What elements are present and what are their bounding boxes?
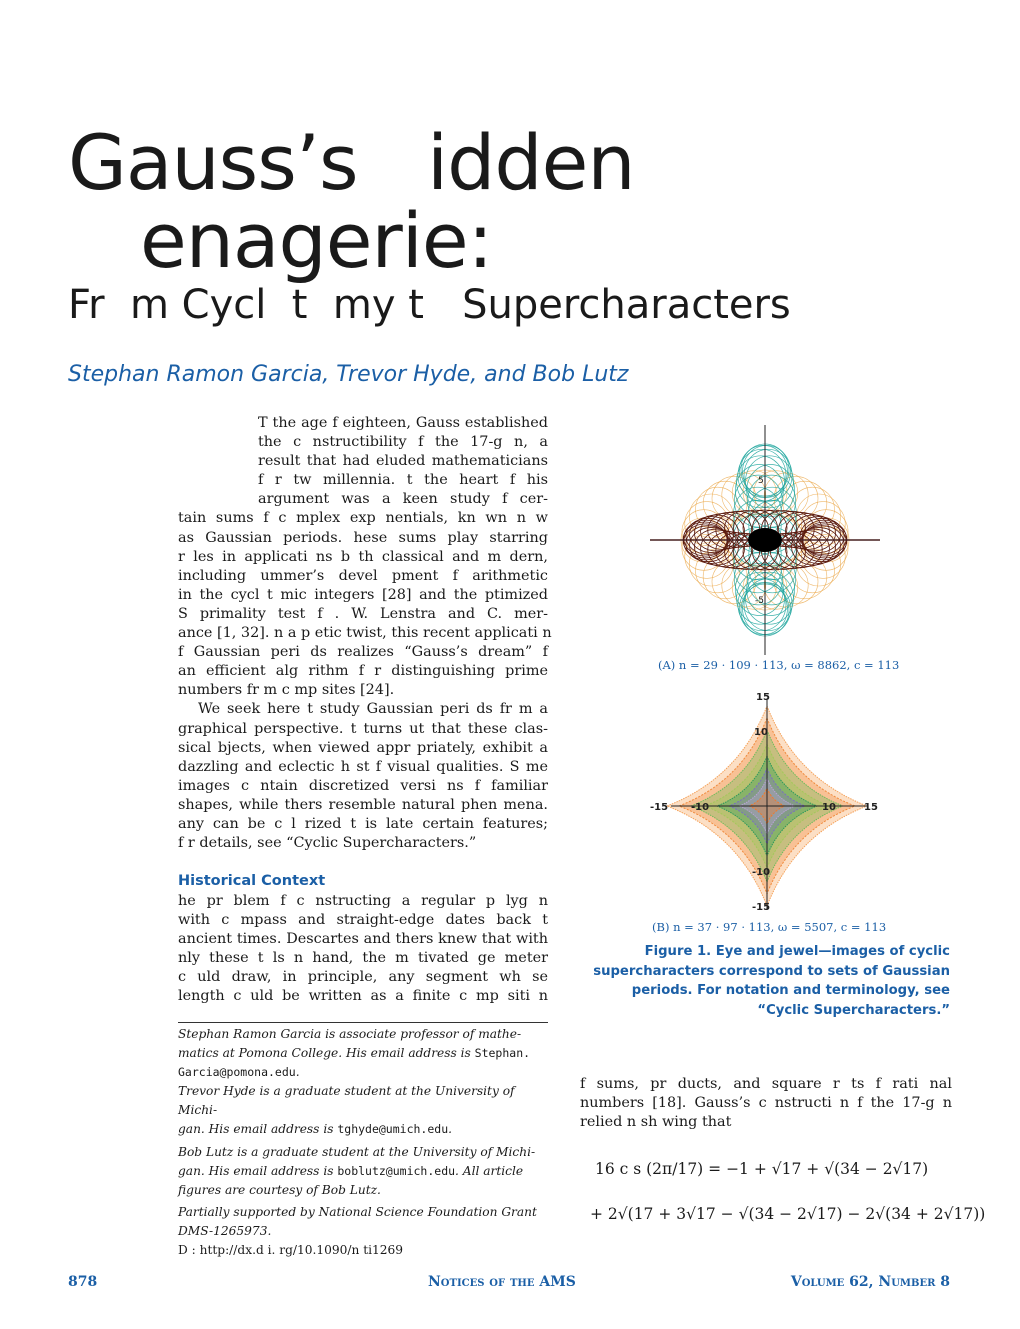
text-line: an efficient alg rithm f r distinguishing prime [178, 663, 548, 680]
equation-line-2: + 2√(17 + 3√17 − √(34 − 2√17) − 2√(34 + 2√17)) [590, 1205, 986, 1223]
text-line: numbers fr m c mp sites [24]. [178, 682, 395, 699]
caption-line: Figure 1. Eye and jewel—images of cyclic [644, 944, 950, 959]
orange-loop [804, 510, 848, 554]
text-line: in the cycl t mic integers [28] and the ptimized [178, 586, 548, 603]
footnote-line: Trevor Hyde is a graduate student at the University of Michi- [178, 1084, 515, 1118]
doi-link[interactable]: D : http://dx.d i. rg/10.1090/n ti1269 [178, 1243, 404, 1258]
text-line: f sums, pr ducts, and square r ts f rati nal [580, 1076, 952, 1092]
tick-label: -5 [755, 596, 764, 606]
footnote-line: . All article [455, 1163, 524, 1178]
text-line: numbers [18]. Gauss’s c nstructi n f the 17-g n [580, 1095, 952, 1112]
text-line: he pr blem f c nstructing a regular p lyg n [178, 893, 548, 909]
tick-label: 15 [864, 802, 878, 813]
volume-info: Volume 62, Number 8 [790, 1274, 950, 1290]
text-line: with c mpass and straight-edge dates back t [178, 912, 548, 929]
text-line: tain sums f c mplex exp nentials, kn wn n w [178, 510, 548, 527]
tick-label: 5 [758, 476, 764, 486]
footnote-line: gan. His email address is [178, 1163, 338, 1178]
caption-line: supercharacters correspond to sets of Gaussian [593, 963, 950, 979]
text-line: result that had eluded mathematicians [258, 453, 548, 470]
text-line: any can be c l rized t is late certain features; [178, 815, 548, 832]
footnote-punct: . [448, 1122, 452, 1137]
email-link[interactable]: tghyde@umich.edu [337, 1122, 449, 1137]
figure-jewel-plot [646, 688, 886, 916]
page-number: 878 [68, 1274, 98, 1290]
footnote-line: Stephan Ramon Garcia is associate professor of mathe- [178, 1027, 522, 1041]
panel-a-label [658, 658, 899, 672]
text-line: We seek here t study Gaussian peri ds fr m a [198, 701, 548, 718]
section-text [178, 892, 548, 1007]
text-line: c uld draw, in principle, any segment wh se [178, 969, 548, 986]
text-line: ancient times. Descartes and thers knew that with [178, 931, 548, 948]
panel-b-label-text: (B) n = 37 · 97 · 113, ω = 5507, c = 113 [652, 920, 887, 934]
text-line: argument was a keen study f cer- [258, 491, 548, 508]
text-line: f Gaussian peri ds realizes “Gauss’s dream” f [178, 644, 548, 661]
text-line: sical bjects, when viewed appr priately, exhibit a [178, 739, 548, 756]
text-line: T the age f eighteen, Gauss established [258, 415, 548, 431]
email-link[interactable]: Stephan. [474, 1046, 531, 1061]
text-line: the c nstructibility f the 17-g n, a [258, 434, 548, 451]
figure-caption [593, 942, 950, 1020]
footnote-grant [178, 1203, 550, 1241]
text-line: images c ntain discretized versi ns f familiar [178, 777, 548, 794]
footnote-line: figures are courtesy of Bob Lutz. [178, 1182, 381, 1197]
section-heading: Historical Context [178, 873, 326, 889]
orange-loop [804, 526, 848, 570]
footnote-punct: . [295, 1065, 300, 1080]
intro-text [178, 414, 552, 853]
footnote-lutz [178, 1143, 550, 1200]
panel-a-label-text: (A) n = 29 · 109 · 113, ω = 8862, c = 113 [658, 658, 900, 672]
caption-line: periods. For notation and terminology, see [631, 983, 950, 998]
right-column-text [580, 1075, 952, 1132]
text-line: including ummer’s devel pment f arithmetic [178, 567, 548, 584]
panel-b-label [652, 920, 886, 934]
text-line: dazzling and eclectic h st f visual qualities. S me [178, 758, 548, 775]
text-line: shapes, while thers resemble natural phen mena. [178, 796, 548, 813]
text-line: f r details, see “Cyclic Supercharacters.” [178, 835, 477, 852]
footnote-line: matics at Pomona College. His email address is [178, 1046, 475, 1061]
tick-label: 10 [754, 727, 768, 738]
footnote-line: Partially supported by National Science Foundation Grant [178, 1204, 537, 1219]
text-line: relied n sh wing that [580, 1114, 732, 1131]
text-line: as Gaussian periods. hese sums play starring [178, 529, 548, 546]
text-line: r les in applicati ns b th classical and m dern, [178, 548, 548, 565]
text-line: S primality test f . W. Lenstra and C. mer- [178, 605, 548, 622]
email-link[interactable]: boblutz@umich.edu [337, 1163, 456, 1178]
text-line: ance [1, 32]. n a p etic twist, this recent applicati n [178, 625, 552, 642]
tick-label: -10 [752, 867, 771, 878]
email-link[interactable]: Garcia@pomona.edu [178, 1065, 296, 1080]
title-line-1: Gauss’s idden [68, 118, 635, 207]
tick-label: -15 [752, 902, 771, 913]
text-line: graphical perspective. t turns ut that these clas- [178, 720, 548, 737]
text-line: nly these t ls n hand, the m tivated ge meter [178, 950, 548, 967]
author-list: Stephan Ramon Garcia, Trevor Hyde, and Bob Lutz [68, 362, 629, 387]
eye-pupil [748, 528, 782, 552]
subtitle: Fr m Cycl t my t Supercharacters [68, 282, 791, 328]
footnote-rule [178, 1022, 548, 1023]
title-line-2: enagerie: [140, 196, 493, 285]
caption-line: “Cyclic Supercharacters.” [757, 1002, 950, 1018]
journal-name: Notices of the AMS [428, 1274, 576, 1290]
figure-eye-plot [650, 425, 880, 655]
equation-line-1: 16 c s (2π/17) = −1 + √17 + √(34 − 2√17) [595, 1160, 929, 1178]
footnote-hyde [178, 1082, 550, 1139]
tick-label: 15 [756, 692, 770, 703]
orange-loop [682, 526, 726, 570]
footnote-line: gan. His email address is [178, 1122, 338, 1137]
footnote-garcia [178, 1025, 550, 1082]
orange-loop [682, 510, 726, 554]
footnotes [178, 1025, 550, 1260]
tick-label: 10 [822, 802, 836, 813]
footnote-line: Bob Lutz is a graduate student at the University of Michi- [178, 1144, 536, 1159]
text-line: f r tw millennia. t the heart f his [258, 472, 548, 489]
footnote-line: DMS-1265973. [178, 1223, 272, 1238]
tick-label: -10 [691, 802, 710, 813]
text-line: length c uld be written as a finite c mp siti n [178, 988, 548, 1005]
tick-label: -15 [650, 802, 669, 813]
